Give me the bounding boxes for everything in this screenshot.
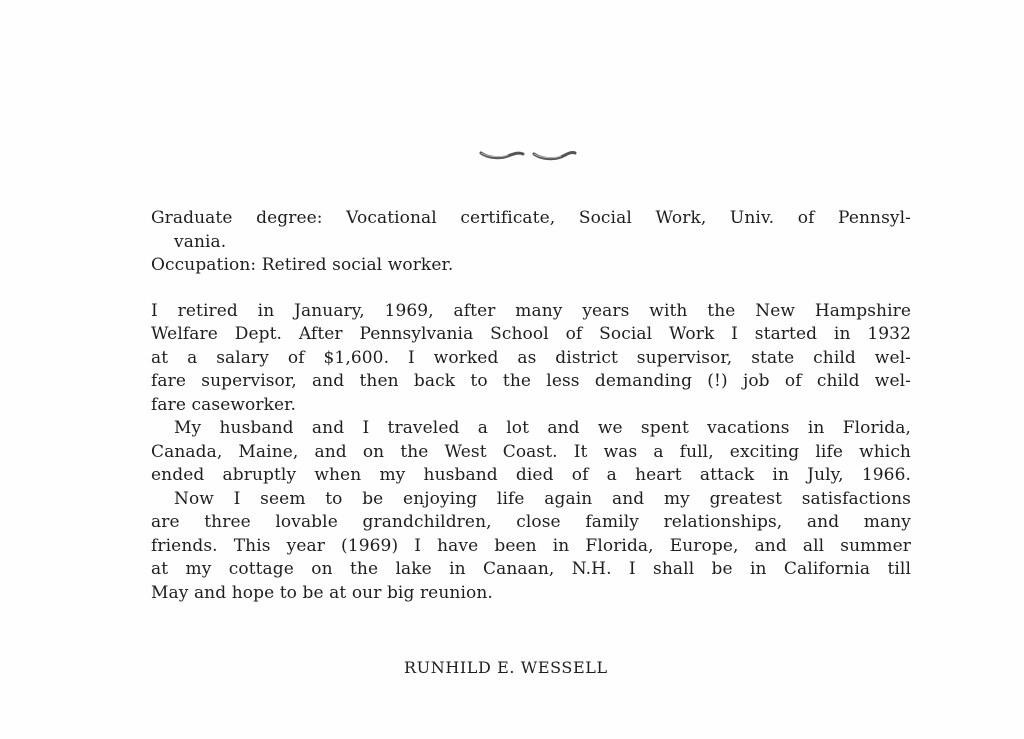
- staple-marks-icon: [478, 146, 578, 168]
- body-line: fare caseworker.: [151, 394, 296, 415]
- body-line: Canada, Maine, and on the West Coast. It was a full, exciting life which: [151, 441, 911, 462]
- body-line: are three lovable grandchildren, close family relationships, and many: [151, 512, 911, 532]
- body-line: at my cottage on the lake in Canaan, N.H. I shall be in California till: [151, 559, 911, 579]
- occupation-line: Occupation: Retired social worker.: [151, 255, 454, 275]
- body-line: My husband and I traveled a lot and we spent vacations in Florida,: [174, 418, 911, 438]
- body-line: fare supervisor, and then back to the less demanding (!) job of child wel-: [151, 371, 911, 391]
- body-line: Now I seem to be enjoying life again and my greatest satisfactions: [174, 488, 911, 509]
- body-line: friends. This year (1969) I have been in Florida, Europe, and all summer: [151, 535, 911, 556]
- signature-name: RUNHILD E. WESSELL: [404, 658, 608, 677]
- staples-image: [478, 146, 578, 168]
- body-line: Welfare Dept. After Pennsylvania School of Social Work I started in 1932: [151, 324, 911, 344]
- graduate-degree-continuation: vania.: [174, 231, 227, 252]
- body-line: May and hope to be at our big reunion.: [151, 582, 493, 603]
- body-line: I retired in January, 1969, after many years with the New Hampshire: [151, 300, 911, 321]
- graduate-degree-line: Graduate degree: Vocational certificate, Social Work, Univ. of Pennsyl-: [151, 208, 911, 228]
- body-line: at a salary of $1,600. I worked as district supervisor, state child wel-: [151, 347, 911, 368]
- body-line: ended abruptly when my husband died of a heart attack in July, 1966.: [151, 465, 911, 485]
- biography-text: [151, 207, 911, 605]
